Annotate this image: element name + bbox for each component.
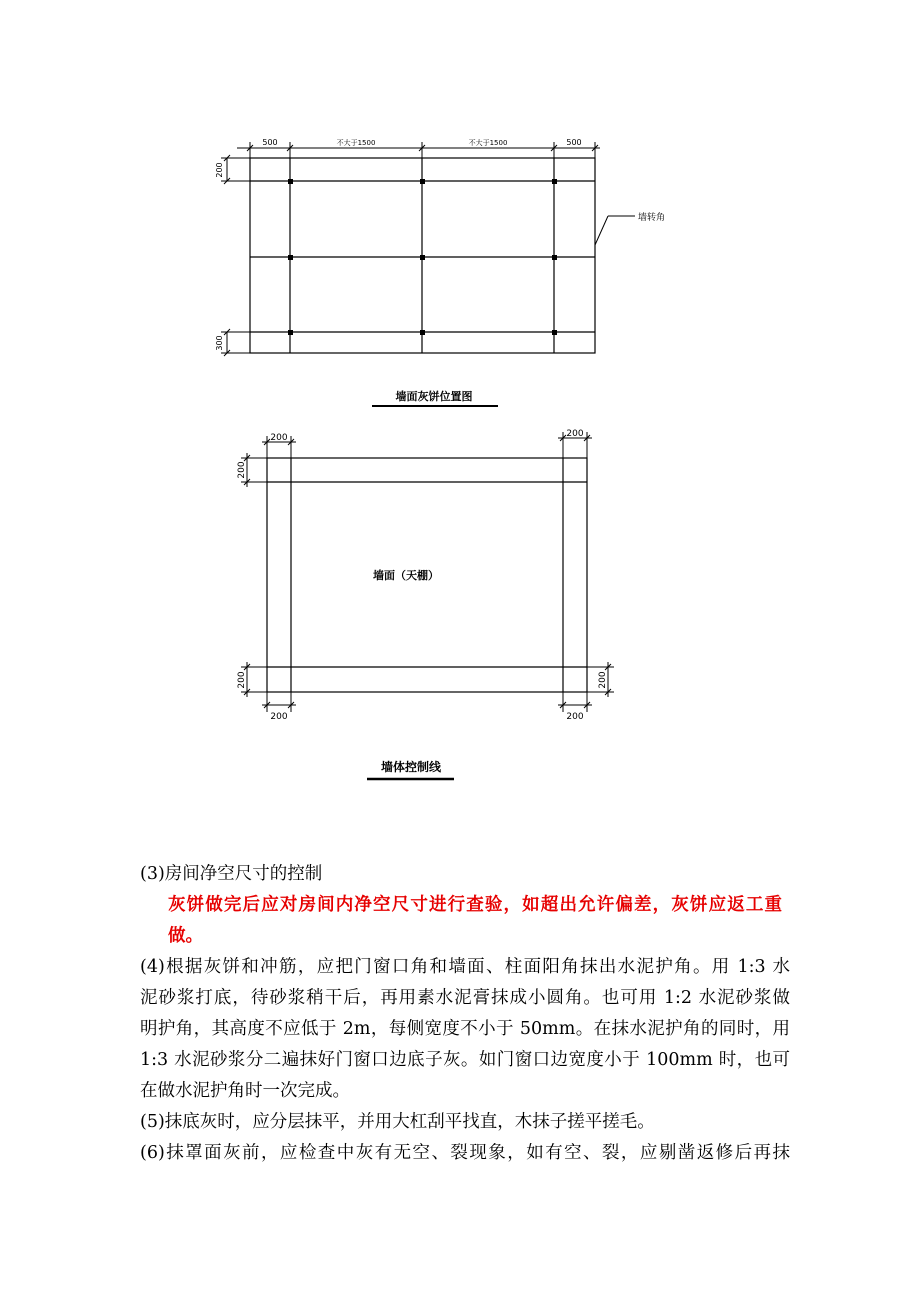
figure-2-caption: 墙体控制线: [380, 760, 442, 774]
dim-left-bottom: 200: [237, 671, 247, 689]
left-dimension: [221, 155, 250, 356]
figure-2-control-lines: [0, 420, 920, 800]
section-4-line-1: (4)根据灰饼和冲筋，应把门窗口角和墙面、柱面阳角抹出水泥护角。用 1:3 水: [140, 957, 790, 977]
leader-label: 墙转角: [638, 213, 666, 223]
cake-marker: [288, 179, 293, 184]
section-4-line-4: 1:3 水泥砂浆分二遍抹好门窗口边底子灰。如门窗口边宽度小于 100mm 时，也可: [140, 1050, 790, 1070]
section-4-line-5: 在做水泥护角时一次完成。: [140, 1081, 350, 1101]
dim-bottom-left: 200: [270, 712, 288, 722]
dim-left-bottom: 300: [215, 335, 224, 351]
leader-line: [595, 216, 608, 245]
dim-top-right: 200: [566, 429, 584, 439]
dim-top-3: 不大于1500: [468, 139, 508, 147]
cake-marker: [420, 330, 425, 335]
section-4-line-2: 泥砂浆打底，待砂浆稍干后，再用素水泥膏抹成小圆角。也可用 1:2 水泥砂浆做: [140, 988, 790, 1008]
section-4-line-3: 明护角，其高度不应低于 2m，每侧宽度不小于 50mm。在抹水泥护角的同时，用: [140, 1019, 790, 1039]
dim-top-left: 200: [270, 433, 288, 443]
dim-bottom-right: 200: [566, 712, 584, 722]
section-3-heading: (3)房间净空尺寸的控制: [140, 864, 323, 884]
cake-marker: [552, 179, 557, 184]
dim-top-2: 不大于1500: [336, 139, 376, 147]
dim-top-1: 500: [262, 138, 278, 147]
dim-left-top: 200: [237, 461, 247, 479]
figure-1-caption: 墙面灰饼位置图: [395, 390, 473, 403]
cake-marker: [552, 330, 557, 335]
cake-marker: [420, 179, 425, 184]
cake-marker: [288, 255, 293, 260]
cake-marker: [288, 330, 293, 335]
dim-left-top: 200: [215, 162, 224, 178]
cake-marker: [552, 255, 557, 260]
section-5: (5)抹底灰时，应分层抹平，并用大杠刮平找直，木抹子搓平搓毛。: [140, 1112, 655, 1132]
section-3-note-line-1: 灰饼做完后应对房间内净空尺寸进行查验，如超出允许偏差，灰饼应返工重: [168, 895, 782, 915]
figure-1-plaster-cake-layout: [0, 0, 920, 420]
center-label: 墙面（天棚）: [373, 569, 439, 582]
dim-right-bottom: 200: [598, 671, 608, 689]
dim-top-4: 500: [566, 138, 582, 147]
top-dimension: [237, 142, 600, 158]
cake-marker: [420, 255, 425, 260]
section-3-note-line-2: 做。: [168, 926, 203, 946]
section-6-line-1: (6)抹罩面灰前，应检查中灰有无空、裂现象，如有空、裂，应剔凿返修后再抹: [140, 1143, 790, 1163]
